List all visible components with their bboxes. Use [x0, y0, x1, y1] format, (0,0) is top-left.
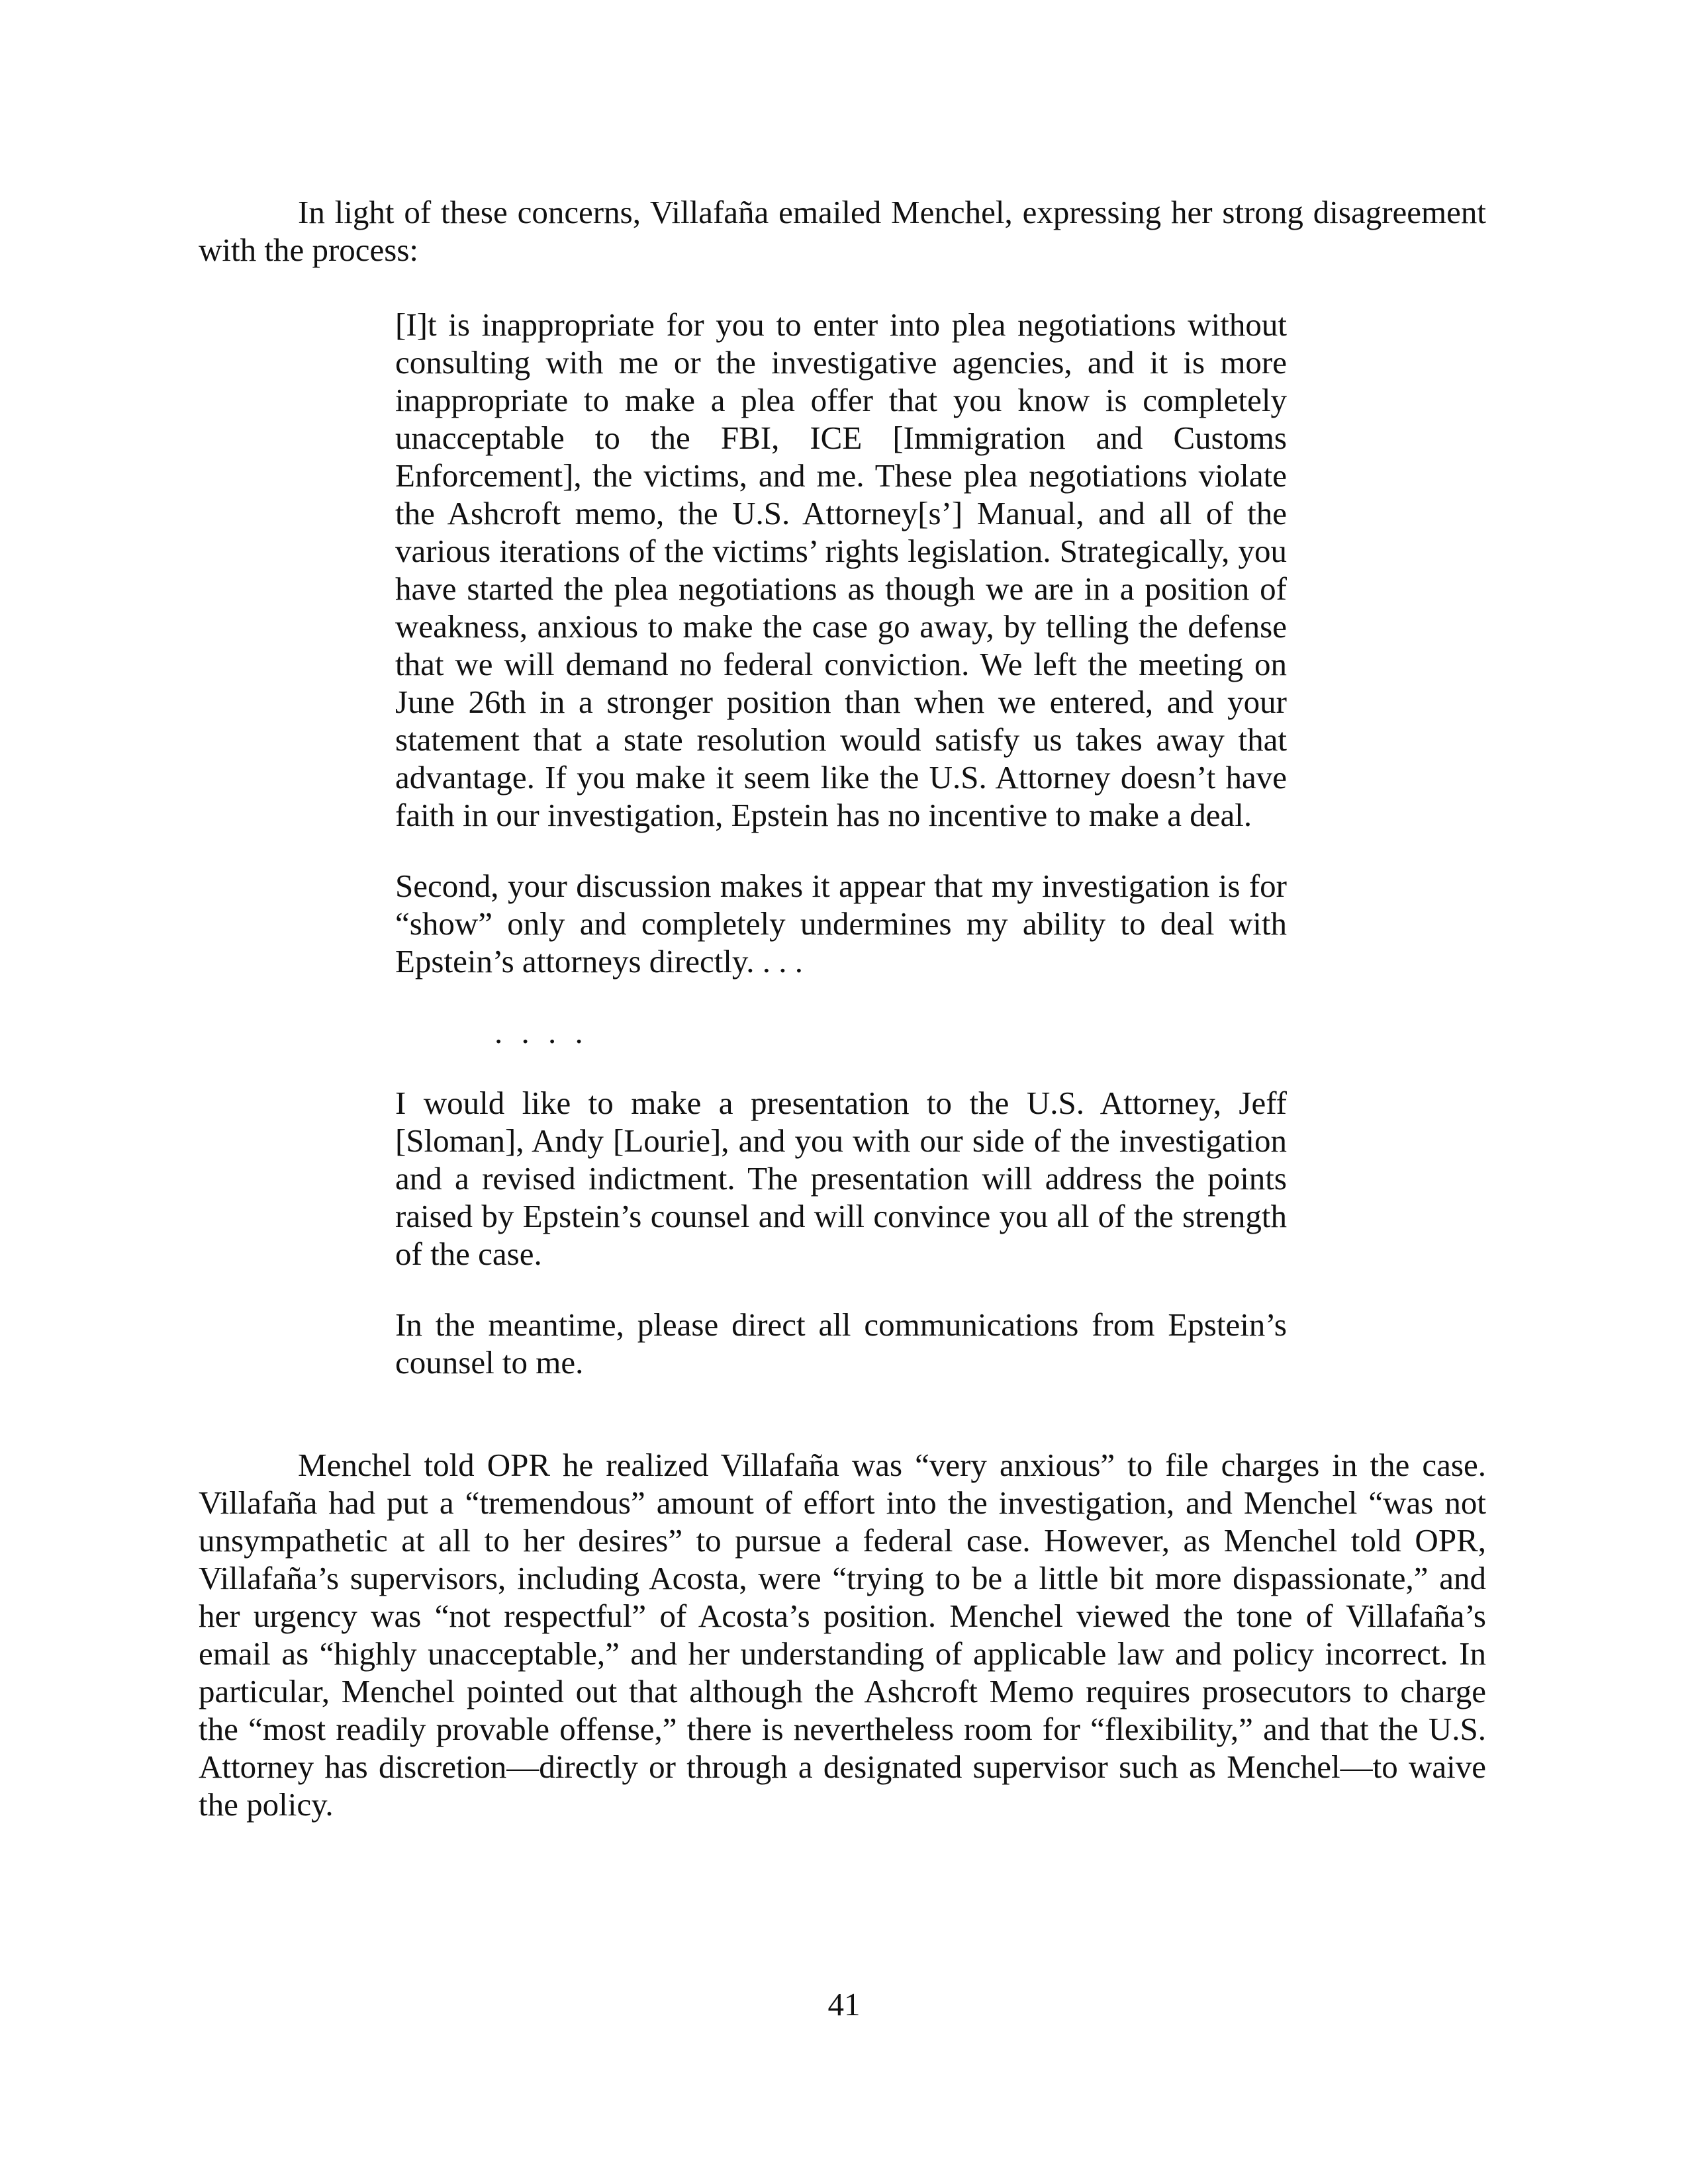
quote-ellipsis: . . . .	[494, 1014, 588, 1050]
quote-paragraph-1: [I]t is inappropriate for you to enter into plea negotiations without consulting with me or the investigative agencies, and it is more inappropriate to make a plea offer that you know is completely unacceptable to the FBI, ICE [Immigration and Customs Enforcement], the victims, and me. These plea negotiations violate the Ashcroft memo, the U.S. Attorney[s’] Manual, and all of the various iterations of the victims’ rights legislation. Strategically, you have started the plea negotiations as though we are in a position of weakness, anxious to make the case go away, by telling the defense that we will demand no federal conviction. We left the meeting on June 26th in a stronger position than when we entered, and your statement that a state resolution would satisfy us takes away that advantage. If you make it seem like the U.S. Attorney doesn’t have faith in our investigation, Epstein has no incentive to make a deal.	[395, 306, 1287, 833]
quote-paragraph-4: In the meantime, please direct all communications from Epstein’s counsel to me.	[395, 1306, 1287, 1381]
quote-paragraph-2: Second, your discussion makes it appear that my investigation is for “show” only and completely undermines my ability to deal with Epstein’s attorneys directly. . . .	[395, 868, 1287, 979]
page-number: 41	[827, 1986, 861, 2023]
intro-paragraph: In light of these concerns, Villafaña emailed Menchel, expressing her strong disagreement with the process:	[199, 194, 1486, 268]
block-quote	[395, 306, 1287, 1414]
closing-paragraph: Menchel told OPR he realized Villafaña was “very anxious” to file charges in the case. Villafaña had put a “tremendous” amount of effort into the investigation, and Menchel “was not unsympathetic at all to her desires” to pursue a federal case. However, as Menchel told OPR, Villafaña’s supervisors, including Acosta, were “trying to be a little bit more dispassionate,” and her urgency was “not respectful” of Acosta’s position. Menchel viewed the tone of Villafaña’s email as “highly unacceptable,” and her understanding of applicable law and policy incorrect. In particular, Menchel pointed out that although the Ashcroft Memo requires prosecutors to charge the “most readily provable offense,” there is nevertheless room for “flexibility,” and that the U.S. Attorney has discretion—directly or through a designated supervisor such as Menchel—to waive the policy.	[199, 1447, 1486, 1823]
quote-paragraph-3: I would like to make a presentation to the U.S. Attorney, Jeff [Sloman], Andy [Lourie], and you with our side of the investigation and a revised indictment. The presentation will address the points raised by Epstein’s counsel and will convince you all of the strength of the case.	[395, 1085, 1287, 1272]
